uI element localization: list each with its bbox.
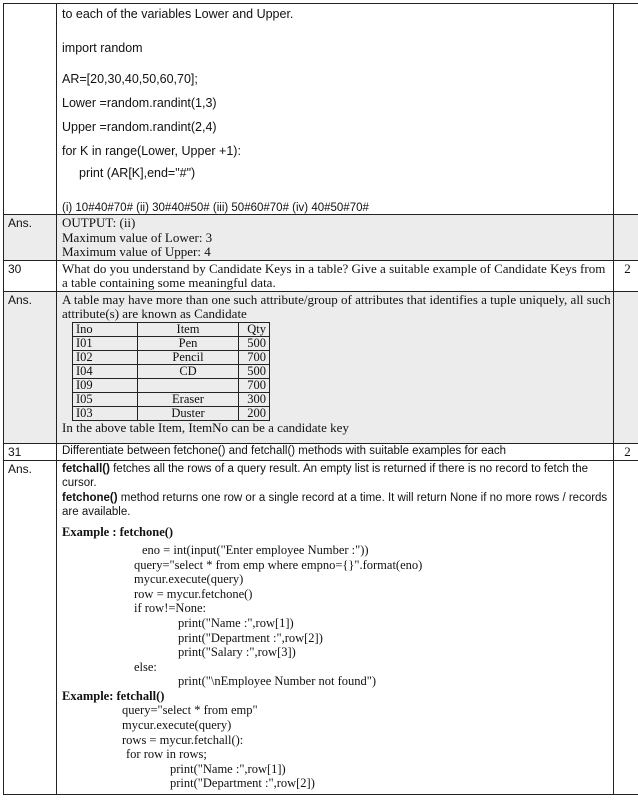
- ans30-conclusion: In the above table Item, ItemNo can be a candidate key: [62, 419, 349, 435]
- q29-code-line: import random: [62, 41, 143, 55]
- code-line: if row!=None:: [134, 601, 206, 616]
- q29-row: [4, 4, 638, 215]
- code-line: row = mycur.fetchone(): [134, 586, 253, 601]
- q29-code-line: Lower =random.randint(1,3): [62, 96, 217, 110]
- table-cell: I04: [73, 364, 138, 378]
- code-line: rows = mycur.fetchall():: [122, 732, 244, 747]
- table-cell: 300: [239, 392, 270, 406]
- example1-title: Example : fetchone(): [62, 524, 174, 539]
- table-cell: I09: [73, 378, 138, 392]
- code-line: mycur.execute(query): [122, 718, 232, 733]
- q29-content-cell: [57, 4, 614, 215]
- q29-code-line: Upper =random.randint(2,4): [62, 120, 217, 134]
- q29-intro: to each of the variables Lower and Upper.: [62, 7, 294, 21]
- table-header: Item: [138, 322, 239, 336]
- table-cell: Duster: [138, 406, 239, 420]
- table-header-row: [73, 322, 270, 336]
- table-cell: I05: [73, 392, 138, 406]
- ans31-row: [4, 460, 638, 794]
- question-number: 30: [4, 260, 57, 291]
- table-header: Ino: [73, 322, 138, 336]
- ans29-content: [57, 215, 614, 261]
- code-line: eno = int(input("Enter employee Number :")): [142, 543, 369, 557]
- candidate-key-table: [72, 322, 270, 421]
- question-table: [3, 3, 638, 795]
- table-cell: CD: [138, 364, 239, 378]
- ans29-line: Maximum value of Lower: 3: [62, 229, 213, 245]
- table-cell: I03: [73, 406, 138, 420]
- code-line: print("Name :",row[1]): [178, 615, 294, 630]
- code-line: print("Department :",row[2]): [170, 776, 315, 791]
- table-cell: Pencil: [138, 350, 239, 364]
- code-line: mycur.execute(query): [134, 572, 244, 587]
- ans30-text: A table may have more than one such attribute/group of attributes that identifies a tuple uniquely, all such attribute(s) are known as Candidate: [62, 291, 611, 321]
- q31-marks: 2: [614, 443, 638, 460]
- example2-code: [62, 703, 613, 791]
- code-line: print("Salary :",row[3]): [178, 645, 296, 660]
- code-line: query="select * from emp where empno={}".format(eno): [134, 557, 423, 572]
- table-cell: 500: [239, 364, 270, 378]
- table-cell: Eraser: [138, 392, 239, 406]
- table-cell: 700: [239, 350, 270, 364]
- table-row: [73, 378, 270, 392]
- code-line: print("Name :",row[1]): [170, 761, 286, 776]
- q29-options: (i) 10#40#70# (ii) 30#40#50# (iii) 50#60#70# (iv) 40#50#70#: [62, 202, 369, 214]
- ans29-line: Maximum value of Upper: 4: [62, 244, 211, 259]
- table-row: [73, 406, 270, 420]
- code-line: query="select * from emp": [122, 703, 258, 718]
- ans-label: Ans.: [4, 460, 57, 794]
- ans-label: Ans.: [4, 291, 57, 443]
- table-cell: I01: [73, 336, 138, 350]
- q29-code-line: for K in range(Lower, Upper +1):: [62, 144, 241, 158]
- fetchone-term: fetchone(): [62, 491, 118, 504]
- fetchone-paragraph: [62, 491, 613, 520]
- table-cell: 500: [239, 336, 270, 350]
- code-line: print("\nEmployee Number not found"): [178, 674, 377, 689]
- q31-question: Differentiate between fetchone() and fetchall() methods with suitable examples for each: [62, 444, 507, 457]
- code-line: for row in rows;: [126, 747, 207, 762]
- table-cell: 200: [239, 406, 270, 420]
- table-row: [73, 392, 270, 406]
- q29-marks-cell: [614, 4, 638, 215]
- q29-code-line: AR=[20,30,40,50,60,70];: [62, 72, 198, 86]
- question-number: 31: [4, 443, 57, 460]
- fetchall-paragraph: [62, 462, 613, 491]
- example1-code: [62, 543, 613, 689]
- table-cell: [138, 378, 239, 392]
- q31-row: [4, 443, 638, 460]
- table-row: [73, 350, 270, 364]
- ans29-row: [4, 215, 638, 261]
- fetchall-term: fetchall(): [62, 462, 110, 475]
- q30-question: What do you understand by Candidate Keys in a table? Give a suitable example of Candidate Keys from a table containing some meaningful data.: [62, 260, 606, 290]
- q30-row: [4, 260, 638, 291]
- table-header: Qty: [239, 322, 270, 336]
- fetchall-desc: fetches all the rows of a query result. An empty list is returned if there is no record to fetch the cursor.: [62, 462, 589, 489]
- table-cell: Pen: [138, 336, 239, 350]
- table-row: [73, 364, 270, 378]
- example2-title: Example: fetchall(): [62, 688, 165, 703]
- ans-label: Ans.: [4, 215, 57, 261]
- ans29-line: OUTPUT: (ii): [62, 215, 136, 230]
- q30-marks: 2: [614, 260, 638, 291]
- q29-code-line: print (AR[K],end="#"): [79, 166, 196, 180]
- ans30-row: [4, 291, 638, 443]
- table-cell: 700: [239, 378, 270, 392]
- code-line: else:: [134, 659, 157, 674]
- q29-number-cell: [4, 4, 57, 215]
- code-line: print("Department :",row[2]): [178, 630, 323, 645]
- fetchone-desc: method returns one row or a single record at a time. It will return None if no more rows / records are available.: [62, 491, 608, 518]
- table-cell: I02: [73, 350, 138, 364]
- table-row: [73, 336, 270, 350]
